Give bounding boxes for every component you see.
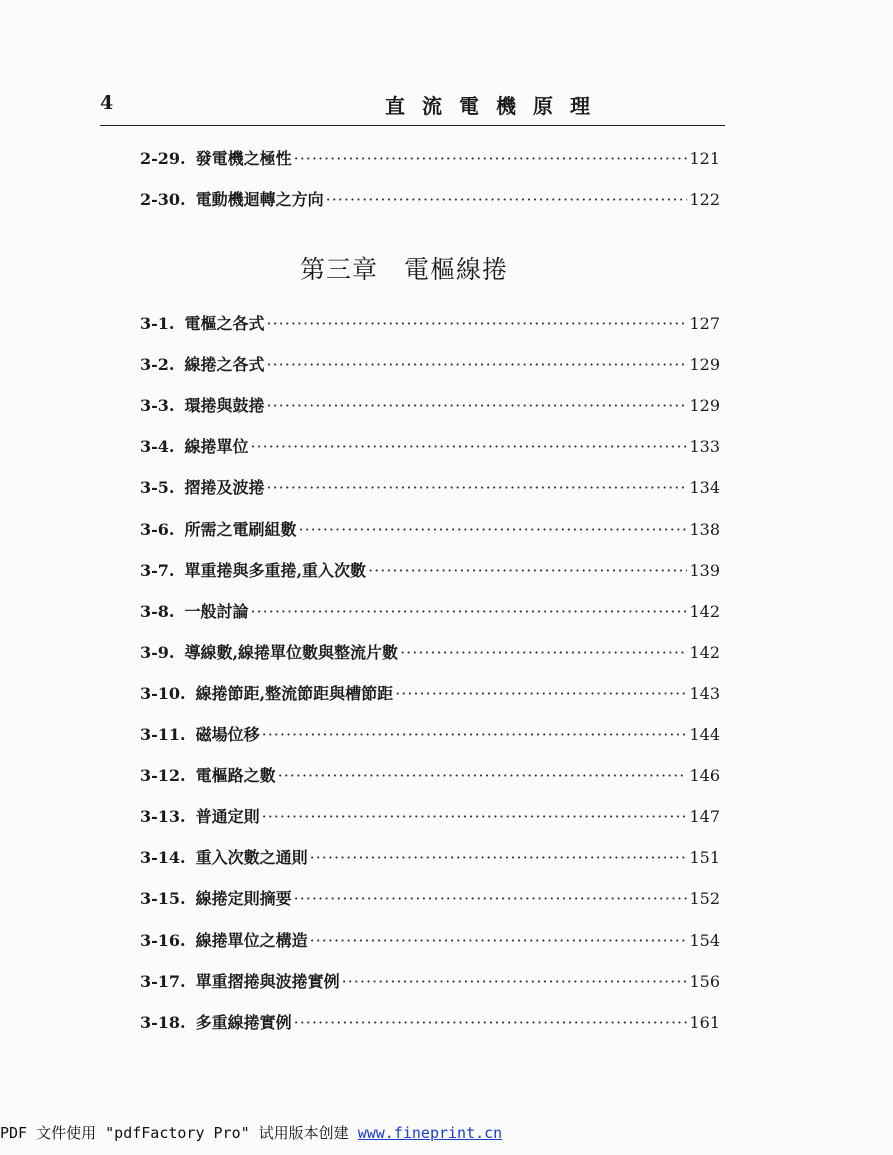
section-page: 143 — [689, 684, 720, 703]
section-title: 線捲定則摘要 — [195, 889, 292, 908]
dot-leader — [294, 889, 688, 908]
page-header — [100, 92, 725, 118]
dot-leader — [342, 972, 688, 991]
chapter-title: 第三章 電樞線捲 — [300, 255, 509, 284]
section-number: 2-29. — [140, 149, 186, 168]
toc-entry — [140, 886, 720, 910]
toc-entry — [140, 187, 720, 211]
section-number: 3-15. — [140, 889, 186, 908]
section-title: 發電機之極性 — [195, 149, 292, 168]
dot-leader — [395, 684, 687, 703]
section-title: 線捲之各式 — [184, 355, 265, 374]
section-number: 3-11. — [140, 725, 186, 744]
header-rule — [100, 125, 725, 126]
dot-leader — [262, 807, 688, 826]
section-number: 3-10. — [140, 684, 186, 703]
dot-leader — [310, 848, 688, 867]
toc-entry — [140, 517, 720, 541]
section-page: 156 — [689, 972, 720, 991]
section-page: 144 — [689, 725, 720, 744]
section-page: 151 — [689, 848, 720, 867]
toc-entry — [140, 640, 720, 664]
dot-leader — [294, 149, 688, 168]
section-page: 129 — [689, 355, 720, 374]
toc-entry — [140, 804, 720, 828]
section-title: 普通定則 — [195, 807, 260, 826]
section-number: 3-1. — [140, 314, 175, 333]
section-number: 3-9. — [140, 643, 175, 662]
toc-entry — [140, 475, 720, 499]
section-title: 摺捲及波捲 — [184, 478, 265, 497]
dot-leader — [368, 561, 687, 580]
section-title: 電動機迴轉之方向 — [195, 190, 324, 209]
dot-leader — [299, 520, 688, 539]
section-page: 134 — [689, 478, 720, 497]
toc-entry — [140, 558, 720, 582]
section-page: 133 — [689, 437, 720, 456]
section-title: 導線數,線捲單位數與整流片數 — [184, 643, 399, 662]
footer-link[interactable]: www.fineprint.cn — [357, 1124, 503, 1142]
section-number: 3-6. — [140, 520, 175, 539]
section-number: 3-7. — [140, 561, 175, 580]
section-title: 單重摺捲與波捲實例 — [195, 972, 340, 991]
section-page: 129 — [689, 396, 720, 415]
section-page: 147 — [689, 807, 720, 826]
section-number: 3-8. — [140, 602, 175, 621]
section-title: 一般討論 — [184, 602, 249, 621]
toc-entry — [140, 311, 720, 335]
toc-entry — [140, 928, 720, 952]
dot-leader — [326, 190, 688, 209]
dot-leader — [400, 643, 687, 662]
section-title: 電樞路之數 — [195, 766, 276, 785]
toc-entry — [140, 393, 720, 417]
dot-leader — [262, 725, 688, 744]
section-number: 3-4. — [140, 437, 175, 456]
toc-entry — [140, 969, 720, 993]
section-page: 127 — [689, 314, 720, 333]
pdf-footer — [0, 1122, 502, 1143]
section-title: 單重捲與多重捲,重入次數 — [184, 561, 367, 580]
section-page: 142 — [689, 602, 720, 621]
toc-entry — [140, 1010, 720, 1034]
section-title: 多重線捲實例 — [195, 1013, 292, 1032]
toc-entry — [140, 352, 720, 376]
section-number: 3-14. — [140, 848, 186, 867]
section-page: 122 — [689, 190, 720, 209]
footer-text: PDF 文件使用 "pdfFactory Pro" 试用版本创建 — [0, 1124, 358, 1142]
toc-entry — [140, 722, 720, 746]
dot-leader — [267, 355, 688, 374]
section-page: 161 — [689, 1013, 720, 1032]
dot-leader — [267, 478, 688, 497]
toc-entry — [140, 599, 720, 623]
section-number: 3-5. — [140, 478, 175, 497]
section-title: 線捲單位 — [184, 437, 249, 456]
section-number: 3-17. — [140, 972, 186, 991]
running-title: 直流電機原理 — [385, 94, 607, 118]
page-number: 4 — [100, 92, 114, 114]
dot-leader — [251, 602, 688, 621]
section-number: 3-12. — [140, 766, 186, 785]
section-title: 線捲節距,整流節距與槽節距 — [195, 684, 394, 703]
section-title: 電樞之各式 — [184, 314, 265, 333]
dot-leader — [267, 396, 688, 415]
dot-leader — [267, 314, 688, 333]
section-number: 3-16. — [140, 931, 186, 950]
section-page: 146 — [689, 766, 720, 785]
section-page: 154 — [689, 931, 720, 950]
toc-entry — [140, 845, 720, 869]
section-page: 142 — [689, 643, 720, 662]
section-title: 磁場位移 — [195, 725, 260, 744]
dot-leader — [310, 931, 688, 950]
section-title: 環捲與鼓捲 — [184, 396, 265, 415]
toc-entry — [140, 681, 720, 705]
section-page: 139 — [689, 561, 720, 580]
toc-entry — [140, 763, 720, 787]
toc-entry — [140, 146, 720, 170]
section-title: 重入次數之通則 — [195, 848, 308, 867]
toc-entry — [140, 434, 720, 458]
section-title: 線捲單位之構造 — [195, 931, 308, 950]
section-number: 3-2. — [140, 355, 175, 374]
dot-leader — [278, 766, 688, 785]
section-title: 所需之電刷組數 — [184, 520, 297, 539]
section-page: 121 — [689, 149, 720, 168]
section-number: 3-18. — [140, 1013, 186, 1032]
section-number: 2-30. — [140, 190, 186, 209]
section-page: 138 — [689, 520, 720, 539]
dot-leader — [294, 1013, 688, 1032]
section-number: 3-3. — [140, 396, 175, 415]
section-number: 3-13. — [140, 807, 186, 826]
section-page: 152 — [689, 889, 720, 908]
dot-leader — [251, 437, 688, 456]
